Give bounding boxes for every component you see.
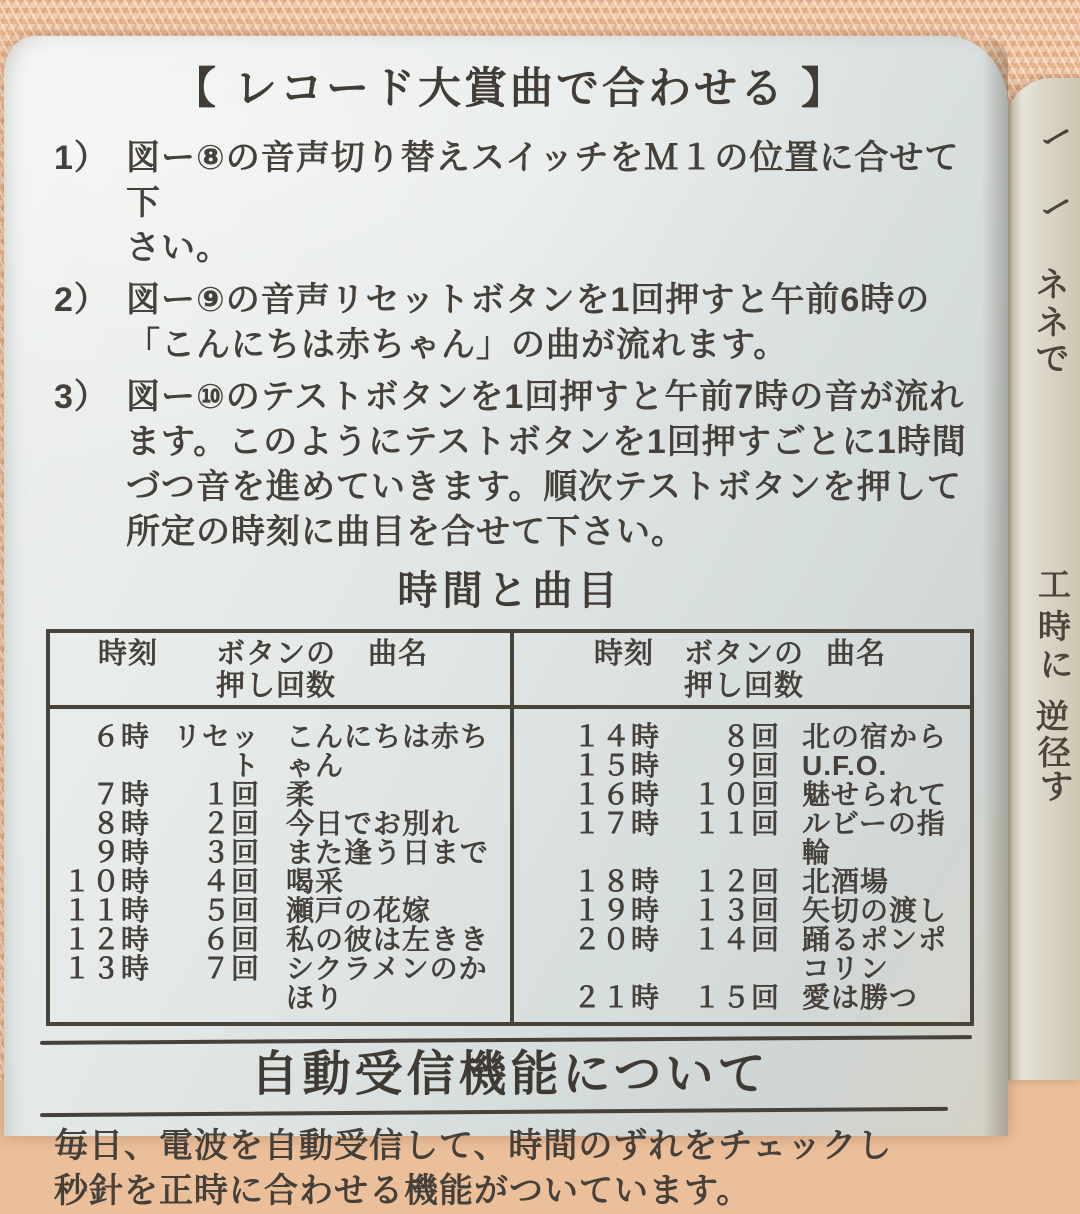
- table-row: [50, 954, 510, 1012]
- instruction-line: づつ音を進めていきます。順次テストボタンを押して: [126, 468, 962, 506]
- instruction-number: 2）: [54, 281, 109, 319]
- table-row: [50, 722, 510, 780]
- instruction-line: さい。: [126, 229, 231, 267]
- instruction-item-3: [46, 375, 974, 555]
- cell-time: １５時: [572, 750, 660, 781]
- cell-time: １８時: [572, 866, 660, 897]
- instruction-text: [126, 375, 974, 555]
- table-header-song: 曲名: [826, 638, 887, 670]
- table-header-song: 曲名: [368, 638, 429, 670]
- table-row: [514, 896, 970, 925]
- table-header-time: 時刻: [594, 638, 655, 670]
- table-row: [50, 925, 510, 954]
- section-divider: [40, 1035, 972, 1045]
- songs-table: [46, 629, 974, 1026]
- table-row: [514, 983, 970, 1012]
- table-row: [50, 809, 510, 838]
- cell-time: １３時: [62, 953, 150, 984]
- cell-count: １４回: [692, 924, 780, 955]
- cell-song: 踊るポンポコリン: [802, 924, 948, 984]
- cell-count: ６回: [201, 924, 260, 955]
- table-header-button-line1: ボタンの: [216, 638, 337, 670]
- next-page-fragment: で: [1036, 340, 1069, 377]
- cell-count: ２回: [201, 808, 260, 839]
- cell-time: ２０時: [572, 924, 660, 955]
- cell-song: 矢切の渡し: [802, 895, 948, 926]
- cell-time: ８時: [91, 808, 150, 839]
- cell-count: ５回: [201, 895, 260, 926]
- cell-count: ８回: [721, 721, 780, 752]
- table-header-button-line1: ボタンの: [684, 638, 805, 670]
- cell-song: U.F.O.: [802, 750, 888, 781]
- table-right-half: [510, 633, 970, 1022]
- cell-count: リセット: [173, 721, 260, 781]
- cell-time: １２時: [62, 924, 150, 955]
- cell-time: ２１時: [572, 982, 660, 1013]
- cell-count: ９回: [721, 750, 780, 781]
- table-left-half: [50, 633, 510, 1022]
- cell-count: １回: [201, 779, 260, 810]
- cell-song: 柔: [286, 779, 316, 810]
- cell-song: 愛は勝つ: [802, 982, 919, 1013]
- cell-song: 今日でお別れ: [286, 808, 461, 839]
- next-page-fragment: ネ: [1036, 266, 1069, 303]
- cell-song: ルビーの指輪: [802, 808, 946, 868]
- cell-count: ３回: [201, 837, 260, 868]
- instruction-line: 図ー⑨の音声リセットボタンを1回押すと午前6時の: [126, 281, 931, 319]
- table-header-divider: [50, 705, 970, 709]
- cell-song: 瀬戸の花嫁: [286, 895, 432, 926]
- table-row: [514, 780, 970, 809]
- table-header: [514, 633, 970, 710]
- auto-receive-heading: 自動受信機能について: [250, 1048, 770, 1101]
- next-page-sliver: [1006, 78, 1080, 1080]
- cell-time: １０時: [62, 866, 150, 897]
- table-row: [514, 867, 970, 896]
- cell-song: 北酒場: [802, 866, 890, 897]
- cell-song: また逢う日まで: [286, 837, 490, 868]
- cell-count: ４回: [201, 866, 260, 897]
- instruction-line: 図ー⑩のテストボタンを1回押すと午前7時の音が流れ: [126, 378, 965, 416]
- instruction-text: [126, 278, 974, 368]
- next-page-fragment: ー: [1033, 112, 1080, 161]
- booklet-page: [4, 36, 1008, 1210]
- cell-count: １０回: [692, 779, 780, 810]
- cell-time: ９時: [91, 837, 150, 868]
- cell-time: １９時: [572, 895, 660, 926]
- table-row: [50, 896, 510, 925]
- table-row: [514, 925, 970, 983]
- instruction-line: 「こんにちは赤ちゃん」の曲が流れます。: [126, 326, 789, 364]
- instruction-item-1: [46, 136, 974, 271]
- table-right-rows: [514, 722, 970, 1012]
- cell-count: ７回: [201, 953, 260, 984]
- table-header-button-line2: 押し回数: [216, 670, 337, 702]
- next-page-fragment: 径: [1038, 734, 1071, 771]
- cell-time: １４時: [572, 721, 660, 752]
- table-row: [514, 809, 970, 867]
- table-row: [50, 838, 510, 867]
- next-page-fragment: す: [1040, 768, 1073, 805]
- instruction-text: [126, 136, 974, 271]
- next-page-fragment: 工: [1038, 566, 1071, 603]
- cell-song: 私の彼は左きき: [286, 924, 490, 955]
- instruction-number: 1）: [54, 139, 109, 177]
- table-title: 時間と曲目: [397, 569, 623, 613]
- cell-time: １７時: [572, 808, 660, 839]
- cell-song: 喝采: [286, 866, 345, 897]
- table-row: [514, 751, 970, 780]
- next-page-fragment: ネ: [1036, 304, 1069, 341]
- cell-time: ６時: [91, 721, 150, 752]
- auto-receive-line: 毎日、電波を自動受信して、時間のずれをチェックし: [54, 1127, 893, 1165]
- cell-time: １１時: [62, 895, 150, 926]
- section-divider: [40, 1107, 948, 1117]
- cell-song: こんにちは赤ちゃん: [286, 721, 490, 781]
- table-left-rows: [50, 722, 510, 1012]
- next-page-fragment: に: [1040, 646, 1073, 683]
- table-header-button-presses: [684, 638, 804, 702]
- next-page-fragment: 時: [1038, 608, 1071, 645]
- instruction-line: 所定の時刻に曲目を合せて下さい。: [126, 513, 686, 551]
- cell-song: 北の宿から: [802, 721, 948, 752]
- table-row: [514, 722, 970, 751]
- cell-time: １６時: [572, 779, 660, 810]
- table-header-button-line2: 押し回数: [684, 670, 805, 702]
- table-header-time: 時刻: [98, 638, 159, 670]
- auto-receive-text: [46, 1124, 974, 1214]
- table-row: [50, 867, 510, 896]
- table-header-button-presses: [216, 638, 336, 702]
- instruction-item-2: [46, 278, 974, 368]
- cell-count: １３回: [692, 895, 780, 926]
- page-title: 【 レコード大賞曲で合わせる 】: [173, 65, 847, 113]
- cell-count: １１回: [692, 808, 780, 839]
- next-page-fragment: ー: [1033, 182, 1080, 231]
- instruction-line: ます。このようにテストボタンを1回押すごとに1時間: [126, 423, 967, 461]
- cell-count: １２回: [692, 866, 780, 897]
- cell-count: １５回: [692, 982, 780, 1013]
- instruction-line: 図ー⑧の音声切り替えスイッチをＭ１の位置に合せて下: [126, 139, 960, 222]
- table-header: [50, 633, 510, 710]
- cell-song: 魅せられて: [802, 779, 948, 810]
- cell-song: シクラメンのかほり: [286, 953, 488, 1013]
- instruction-number: 3）: [54, 378, 109, 416]
- cell-time: ７時: [91, 779, 150, 810]
- next-page-fragment: 逆: [1036, 698, 1069, 735]
- table-row: [50, 780, 510, 809]
- auto-receive-line: 秒針を正時に合わせる機能がついています。: [54, 1172, 752, 1210]
